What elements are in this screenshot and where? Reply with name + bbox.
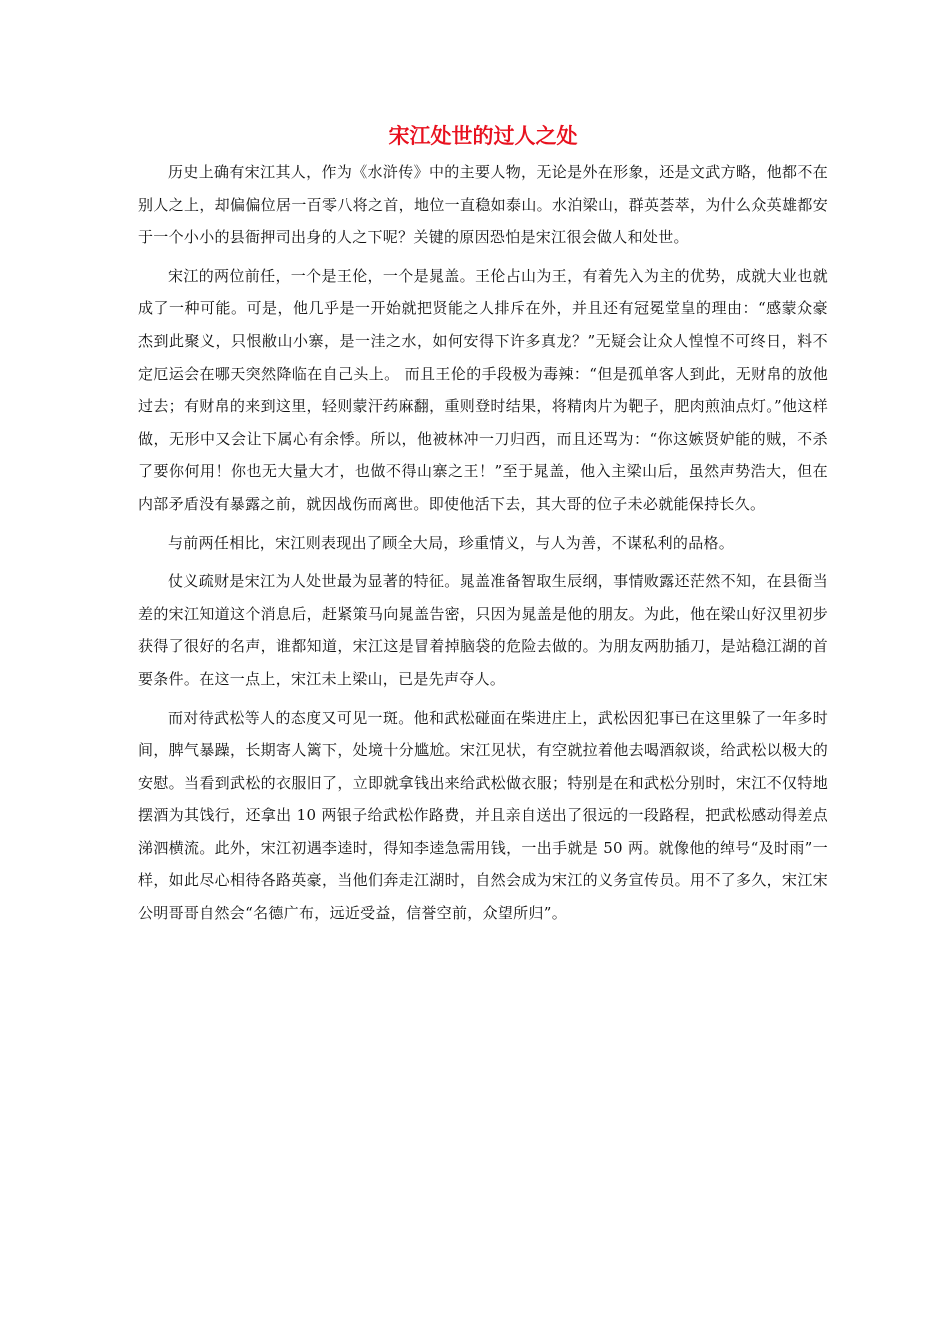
paragraph-wusong: 而对待武松等人的态度又可见一斑。他和武松碰面在柴进庄上，武松因犯事已在这里躲了一年多时间，脾气暴躁，长期寄人篱下，处境十分尴尬。宋江见状，有空就拉着他去喝酒叙谈，给武松以极大的安慰。当看到武松的衣服旧了，立即就拿钱出来给武松做衣服；特别是在和武松分别时，宋江不仅特地摆酒为其饯行，还拿出 10 两银子给武松作路费，并且亲自送出了很远的一段路程，把武松感动得差点涕泗横流。此外，宋江初遇李逵时，得知李逵急需用钱，一出手就是 50 两。就像他的绰号“及时雨”一样，如此尽心相待各路英豪，当他们奔走江湖时，自然会成为宋江的义务宣传员。用不了多久，宋江宋公明哥哥自然会“名德广布，远近受益，信誉空前，众望所归”。 — [138, 708, 828, 923]
paragraph-intro: 历史上确有宋江其人，作为《水浒传》中的主要人物，无论是外在形象，还是文武方略，他都不在别人之上，却偏偏位居一百零八将之首，地位一直稳如泰山。水泊梁山，群英荟萃，为什么众英雄都安于一个小小的县衙押司出身的人之下呢？关键的原因恐怕是宋江很会做人和处世。 — [138, 163, 828, 247]
paragraph-comparison: 与前两任相比，宋江则表现出了顾全大局，珍重情义，与人为善，不谋私利的品格。 — [168, 533, 735, 552]
paragraph-predecessors: 宋江的两位前任，一个是王伦，一个是晁盖。王伦占山为王，有着先入为主的优势，成就大业也就成了一种可能。可是，他几乎是一开始就把贤能之人排斥在外，并且还有冠冕堂皇的理由：“感蒙众豪杰到此聚义，只恨敝山小寨，是一洼之水，如何安得下许多真龙？”无疑会让众人惶惶不可终日，料不定厄运会在哪天突然降临在自己头上。 而且王伦的手段极为毒辣：“但是孤单客人到此，无财帛的放他过去；有财帛的来到这里，轻则蒙汗药麻翻，重则登时结果，将精肉片为靶子，肥肉煎油点灯。”他这样做，无形中又会让下属心有余悸。所以，他被林冲一刀归西，而且还骂为：“你这嫉贤妒能的贼，不杀了要你何用！你也无大量大才，也做不得山寨之王！”至于晁盖，他入主梁山后，虽然声势浩大，但在内部矛盾没有暴露之前，就因战伤而离世。即使他活下去，其大哥的位子未必就能保持长久。 — [138, 266, 828, 513]
paragraph-generosity: 仗义疏财是宋江为人处世最为显著的特征。晁盖准备智取生辰纲，事情败露还茫然不知，在县衙当差的宋江知道这个消息后，赶紧策马向晁盖告密，只因为晁盖是他的朋友。为此，他在梁山好汉里初步获得了很好的名声，谁都知道，宋江这是冒着掉脑袋的危险去做的。为朋友两肋插刀，是站稳江湖的首要条件。在这一点上，宋江未上梁山，已是先声夺人。 — [138, 572, 828, 688]
document-title: 宋江处世的过人之处 — [388, 123, 578, 148]
document-body — [138, 118, 828, 936]
